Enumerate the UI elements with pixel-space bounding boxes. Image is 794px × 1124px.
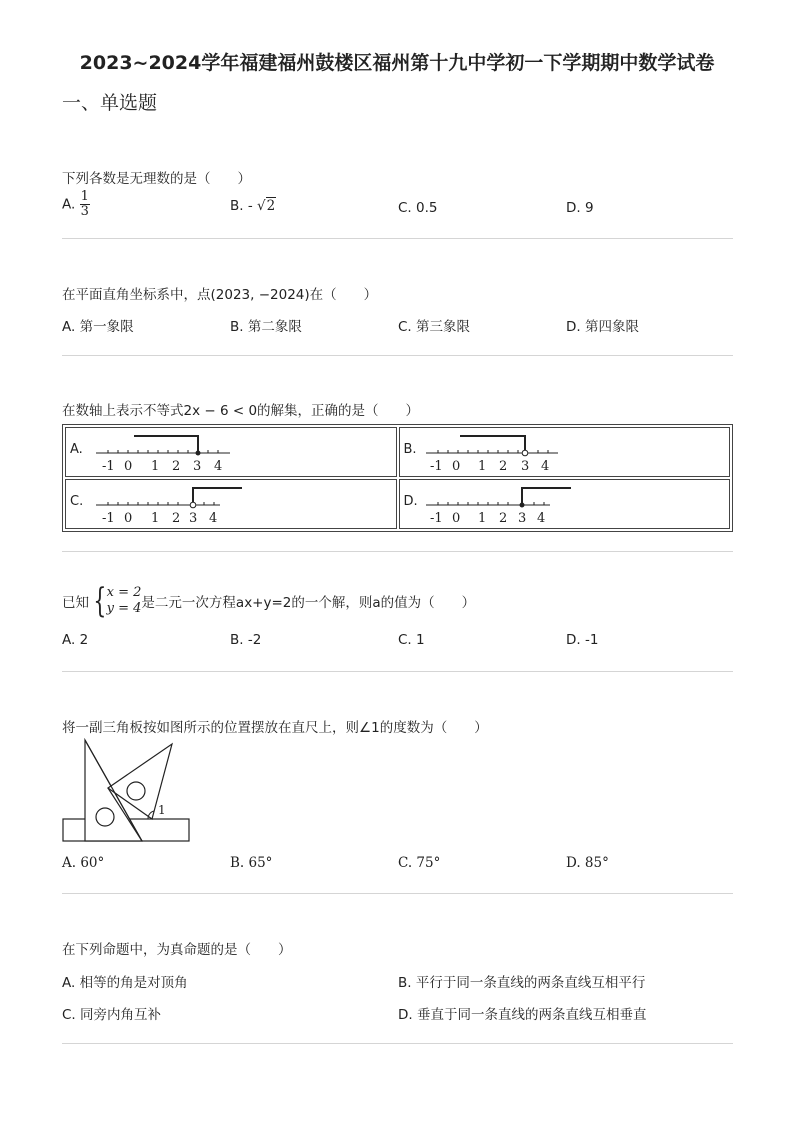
- q6-option-a[interactable]: A. 相等的角是对顶角: [62, 975, 188, 991]
- tick-label-1: 1: [151, 459, 160, 474]
- q4-option-a[interactable]: A. 2: [62, 632, 89, 648]
- fraction-denominator: 3: [80, 204, 89, 219]
- radicand: 2: [266, 198, 276, 214]
- q6-option-d[interactable]: D. 垂直于同一条直线的两条直线互相垂直: [398, 1007, 647, 1023]
- tick-label-0: 0: [451, 459, 460, 474]
- number-line-tick-labels: [430, 459, 549, 474]
- q3-option-b-label: B.: [403, 442, 417, 457]
- tick-label-3: 3: [189, 511, 198, 526]
- tick-label-4: 4: [214, 459, 223, 474]
- tick-label-4: 4: [540, 459, 549, 474]
- divider: [62, 671, 733, 672]
- solution-ray: [193, 488, 242, 502]
- number-line-b: [426, 428, 626, 476]
- q5-option-b[interactable]: B. 65°: [230, 855, 273, 871]
- tick-label-1: 1: [151, 511, 160, 526]
- divider: [62, 893, 733, 894]
- divider: [62, 238, 733, 239]
- q3-option-d-label: D.: [403, 494, 418, 509]
- tick-label-4: 4: [536, 511, 545, 526]
- tick-label-2: 2: [498, 511, 507, 526]
- q4-suffix: 是二元一次方程ax+y=2的一个解，则a的值为（ ）: [141, 595, 476, 611]
- q5-option-a[interactable]: A. 60°: [62, 855, 105, 871]
- q3-option-c-label: C.: [70, 494, 84, 509]
- q3-option-a-label: A.: [70, 442, 83, 457]
- divider: [62, 1043, 733, 1044]
- q1-option-d-text: 9: [584, 200, 594, 216]
- divider: [62, 355, 733, 356]
- q2-option-a[interactable]: A. 第一象限: [62, 319, 134, 335]
- left-brace: {: [93, 581, 107, 621]
- number-line-tick-labels: [102, 459, 222, 474]
- q2-option-d[interactable]: D. 第四象限: [566, 319, 639, 335]
- q3-option-d[interactable]: [399, 479, 731, 529]
- q1-option-c-text: 0.5: [416, 200, 438, 216]
- number-line-tick-labels: [102, 511, 217, 526]
- square-root-expression: √2: [257, 198, 276, 214]
- angle-1-label: 1: [158, 803, 166, 817]
- q1-option-b[interactable]: [230, 198, 276, 214]
- number-line-d: [426, 480, 626, 528]
- solid-endpoint: [196, 451, 201, 456]
- number-line-tick-labels: [430, 511, 545, 526]
- tick-label-2: 2: [498, 459, 507, 474]
- tick-label-1: 1: [477, 459, 486, 474]
- question-5-options: [62, 855, 742, 875]
- q4-prefix: 已知: [62, 595, 89, 611]
- q1-option-d-label: D.: [566, 200, 581, 216]
- tick-label-2: 2: [172, 459, 181, 474]
- tick-label-1: 1: [477, 511, 486, 526]
- question-5-stem: 将一副三角板按如图所示的位置摆放在直尺上，则∠1的度数为（ ）: [62, 720, 488, 736]
- tick-label-0: 0: [451, 511, 460, 526]
- divider: [62, 551, 733, 552]
- q2-option-b[interactable]: B. 第二象限: [230, 319, 302, 335]
- solid-endpoint: [519, 503, 524, 508]
- question-3-stem: 在数轴上表示不等式2x − 6 < 0的解集，正确的是（ ）: [62, 403, 420, 419]
- open-endpoint: [190, 502, 196, 508]
- q1-option-b-sign: -: [247, 198, 253, 214]
- question-6-stem: 在下列命题中，为真命题的是（ ）: [62, 942, 292, 958]
- tick-label-3: 3: [520, 459, 529, 474]
- q1-option-c[interactable]: [398, 200, 438, 216]
- question-6-options-row-2: [62, 1003, 742, 1023]
- section-heading: 一、单选题: [62, 92, 158, 114]
- solution-ray: [522, 488, 571, 505]
- tick-label-0: 0: [124, 459, 133, 474]
- q1-option-a[interactable]: [62, 190, 90, 219]
- tick-label-4: 4: [209, 511, 218, 526]
- q3-option-a[interactable]: [65, 427, 397, 477]
- equation-2: y = 4: [106, 601, 142, 616]
- tick-label-neg1: -1: [429, 511, 443, 526]
- q1-option-b-label: B.: [230, 198, 244, 214]
- fraction-numerator: 1: [80, 189, 89, 204]
- q4-option-b[interactable]: B. -2: [230, 632, 262, 648]
- question-2-stem: 在平面直角坐标系中，点(2023, −2024)在（ ）: [62, 287, 378, 303]
- tick-label-neg1: -1: [102, 459, 115, 474]
- q1-option-a-label: A.: [62, 196, 76, 213]
- solution-ray: [460, 436, 525, 450]
- q4-option-d[interactable]: D. -1: [566, 632, 599, 648]
- question-1-stem: 下列各数是无理数的是（ ）: [62, 171, 251, 187]
- triangle-ruler-figure: [62, 738, 202, 848]
- tick-label-neg1: -1: [102, 511, 115, 526]
- q6-option-b[interactable]: B. 平行于同一条直线的两条直线互相平行: [398, 975, 646, 991]
- tick-label-3: 3: [517, 511, 526, 526]
- question-2-options: [62, 315, 742, 335]
- paper-title: 2023~2024学年福建福州鼓楼区福州第十九中学初一下学期期中数学试卷: [79, 52, 715, 74]
- q1-option-c-label: C.: [398, 200, 412, 216]
- question-1-options: [62, 190, 742, 226]
- tick-label-0: 0: [124, 511, 133, 526]
- question-6-options-row-1: [62, 971, 742, 991]
- q3-option-b[interactable]: [399, 427, 731, 477]
- q1-option-d[interactable]: [566, 200, 594, 216]
- tick-label-2: 2: [172, 511, 181, 526]
- tick-label-neg1: -1: [429, 459, 443, 474]
- equation-system: [107, 585, 142, 617]
- fraction-one-third: [80, 190, 90, 219]
- q4-option-c[interactable]: C. 1: [398, 632, 425, 648]
- tick-label-3: 3: [193, 459, 202, 474]
- q6-option-c[interactable]: C. 同旁内角互补: [62, 1007, 162, 1023]
- number-line-a: [96, 428, 296, 476]
- q2-option-c[interactable]: C. 第三象限: [398, 319, 471, 335]
- number-line-options-table: [62, 424, 733, 532]
- question-4-options: [62, 632, 742, 652]
- q5-option-d[interactable]: D. 85°: [566, 855, 609, 871]
- question-4-stem: [62, 581, 476, 621]
- number-line-c: [96, 480, 296, 528]
- equation-1: x = 2: [106, 585, 142, 600]
- open-endpoint: [522, 450, 528, 456]
- q5-option-c[interactable]: C. 75°: [398, 855, 441, 871]
- q3-option-c[interactable]: [65, 479, 397, 529]
